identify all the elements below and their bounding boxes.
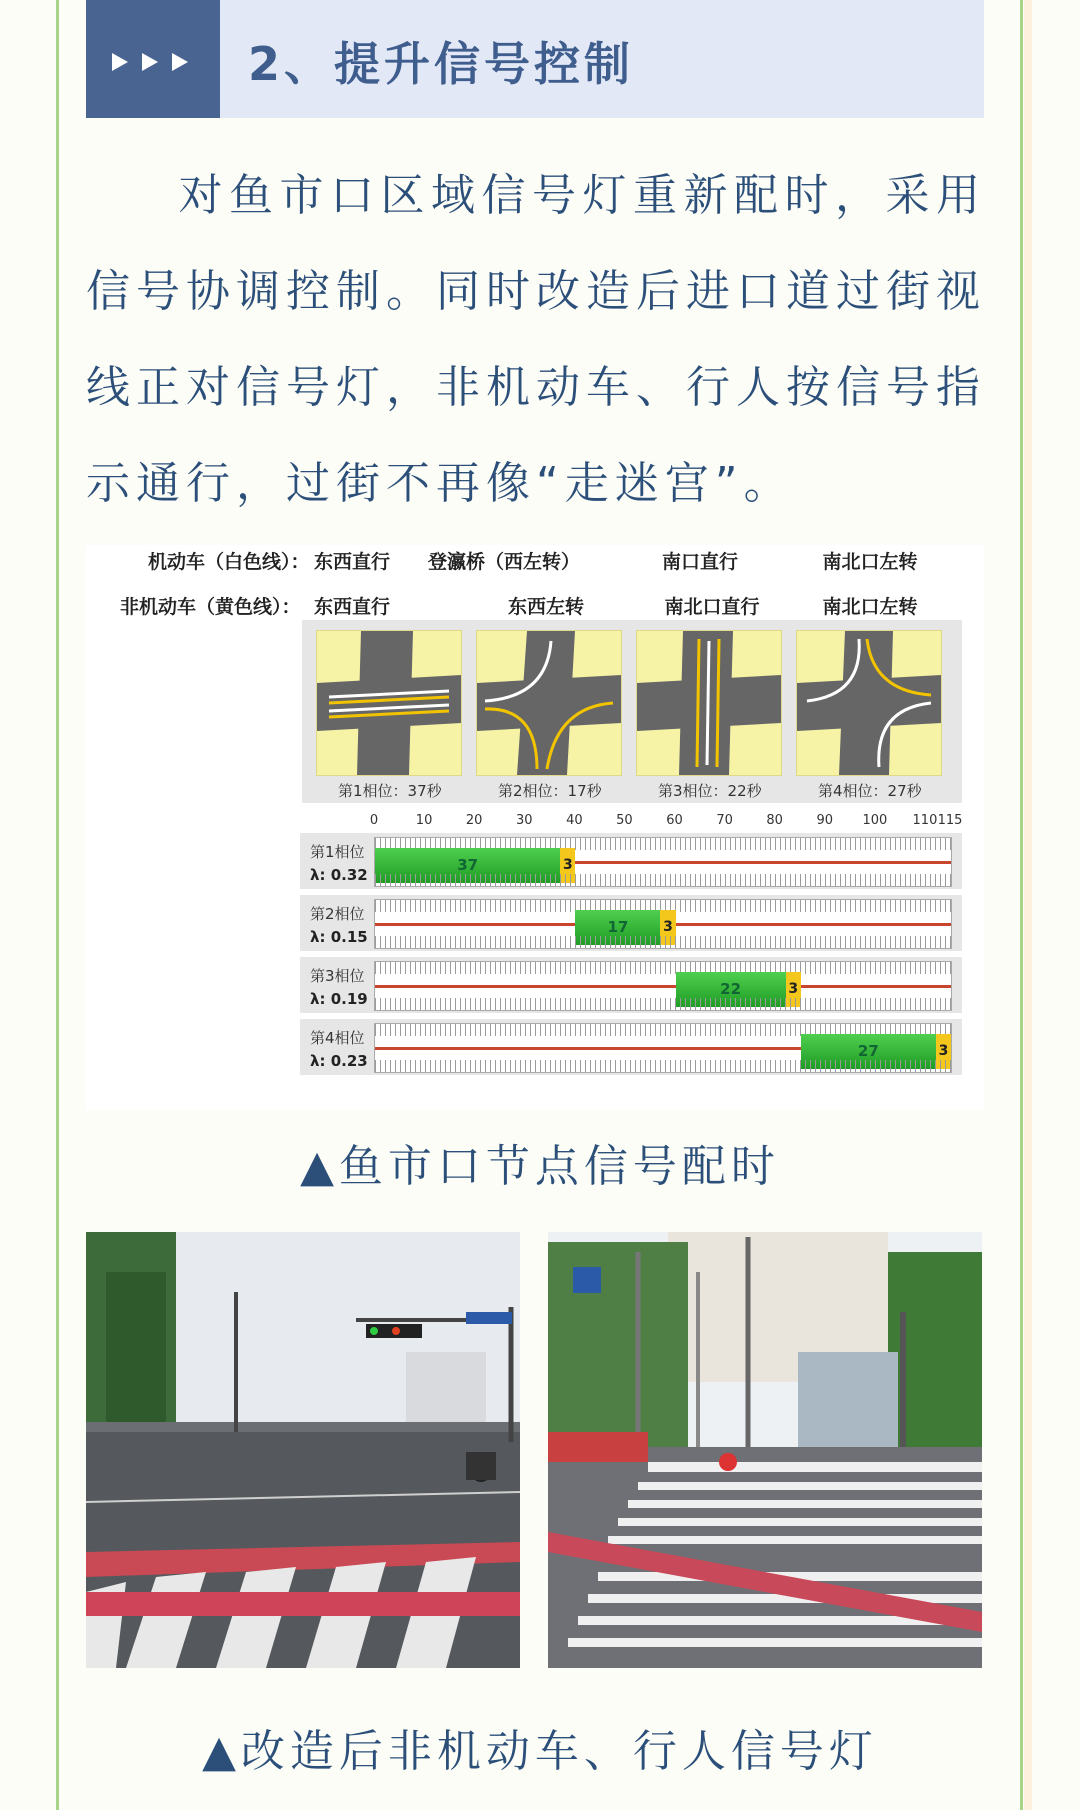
nonmotor-item: 南北口左转 xyxy=(822,596,918,618)
axis-tick-label: 70 xyxy=(716,813,733,828)
phase-caption: 第2相位：17秒 xyxy=(498,782,602,800)
phase-lambda: λ: 0.19 xyxy=(310,990,368,1008)
green-interval-bar: 27 xyxy=(801,1034,936,1069)
axis-tick-label: 50 xyxy=(616,813,633,828)
page-border-right-outer xyxy=(1024,0,1032,1810)
axis-tick-label: 115 xyxy=(937,813,963,828)
signal-timing-figure xyxy=(86,545,984,1110)
red-interval-line xyxy=(375,985,951,988)
photos-caption: ▲改造后非机动车、行人信号灯 xyxy=(202,1726,878,1777)
nonmotor-legend-label: 非机动车（黄色线）： xyxy=(120,596,301,618)
phase-timing-row xyxy=(300,957,962,1013)
timeline-ruler xyxy=(374,899,952,949)
phase-lambda: λ: 0.23 xyxy=(310,1052,368,1070)
motor-item: 东西直行 xyxy=(313,551,391,573)
play-arrow-icon xyxy=(112,53,128,71)
motor-item: 南口直行 xyxy=(661,551,739,573)
timeline-ruler xyxy=(374,1023,952,1073)
axis-tick-label: 110 xyxy=(912,813,938,828)
timeline-ruler xyxy=(374,961,952,1011)
green-interval-bar: 37 xyxy=(375,848,560,883)
phase-name: 第3相位 xyxy=(310,967,365,985)
phase-caption: 第1相位：37秒 xyxy=(338,782,442,800)
phase-name: 第1相位 xyxy=(310,843,365,861)
phase-caption: 第4相位：27秒 xyxy=(818,782,922,800)
yellow-interval-bar: 3 xyxy=(786,972,801,1007)
motor-item: 登瀛桥（西左转） xyxy=(427,551,581,573)
page-border-right xyxy=(1020,0,1023,1810)
axis-tick-label: 80 xyxy=(766,813,783,828)
nonmotor-item: 南北口直行 xyxy=(664,596,760,618)
motor-item: 南北口左转 xyxy=(822,551,918,573)
axis-tick-label: 40 xyxy=(566,813,583,828)
phase-lambda: λ: 0.15 xyxy=(310,928,368,946)
paragraph-text: 对鱼市口区域信号灯重新配时，采用信号协调控制。同时改造后进口道过街视线正对信号灯，非机动车、行人按信号指示通行，过街不再像“走迷宫”。 xyxy=(86,170,986,509)
green-interval-bar: 22 xyxy=(676,972,786,1007)
intersection-photo-right xyxy=(548,1232,982,1668)
nonmotor-item: 东西直行 xyxy=(313,596,391,618)
phase-name: 第4相位 xyxy=(310,1029,365,1047)
phase-1-diagram xyxy=(316,630,462,776)
phase-diagrams xyxy=(302,620,962,803)
phase-2-diagram xyxy=(476,630,622,776)
axis-tick-label: 30 xyxy=(515,813,533,828)
axis-tick-label: 10 xyxy=(415,813,433,828)
phase-timing-row xyxy=(300,1019,962,1075)
phase-lambda: λ: 0.32 xyxy=(310,866,368,884)
play-arrow-icon xyxy=(142,53,158,71)
header-arrow-mark xyxy=(86,0,220,118)
axis-tick-label: 0 xyxy=(369,813,379,828)
axis-tick-label: 100 xyxy=(862,813,888,828)
green-interval-bar: 17 xyxy=(575,910,660,945)
intersection-photo-left xyxy=(86,1232,520,1668)
play-arrow-icon xyxy=(172,53,188,71)
page-border-left xyxy=(56,0,59,1810)
phase-timing-row xyxy=(300,895,962,951)
nonmotor-item: 东西左转 xyxy=(507,596,585,618)
phase-name: 第2相位 xyxy=(310,905,365,923)
timeline-ruler xyxy=(374,837,952,887)
section-title: 2、提升信号控制 xyxy=(248,37,635,91)
figure-caption: ▲鱼市口节点信号配时 xyxy=(300,1141,780,1192)
body-paragraph xyxy=(86,148,986,532)
section-header xyxy=(86,0,984,118)
phase-3-diagram xyxy=(636,630,782,776)
motor-legend-label: 机动车（白色线）： xyxy=(148,551,310,573)
phase-timing-row xyxy=(300,833,962,889)
axis-tick-label: 20 xyxy=(465,813,483,828)
yellow-interval-bar: 3 xyxy=(560,848,575,883)
yellow-interval-bar: 3 xyxy=(936,1034,951,1069)
yellow-interval-bar: 3 xyxy=(660,910,675,945)
axis-tick-label: 90 xyxy=(816,813,834,828)
phase-4-diagram xyxy=(796,630,942,776)
phase-caption: 第3相位：22秒 xyxy=(658,782,762,800)
axis-tick-label: 60 xyxy=(666,813,683,828)
